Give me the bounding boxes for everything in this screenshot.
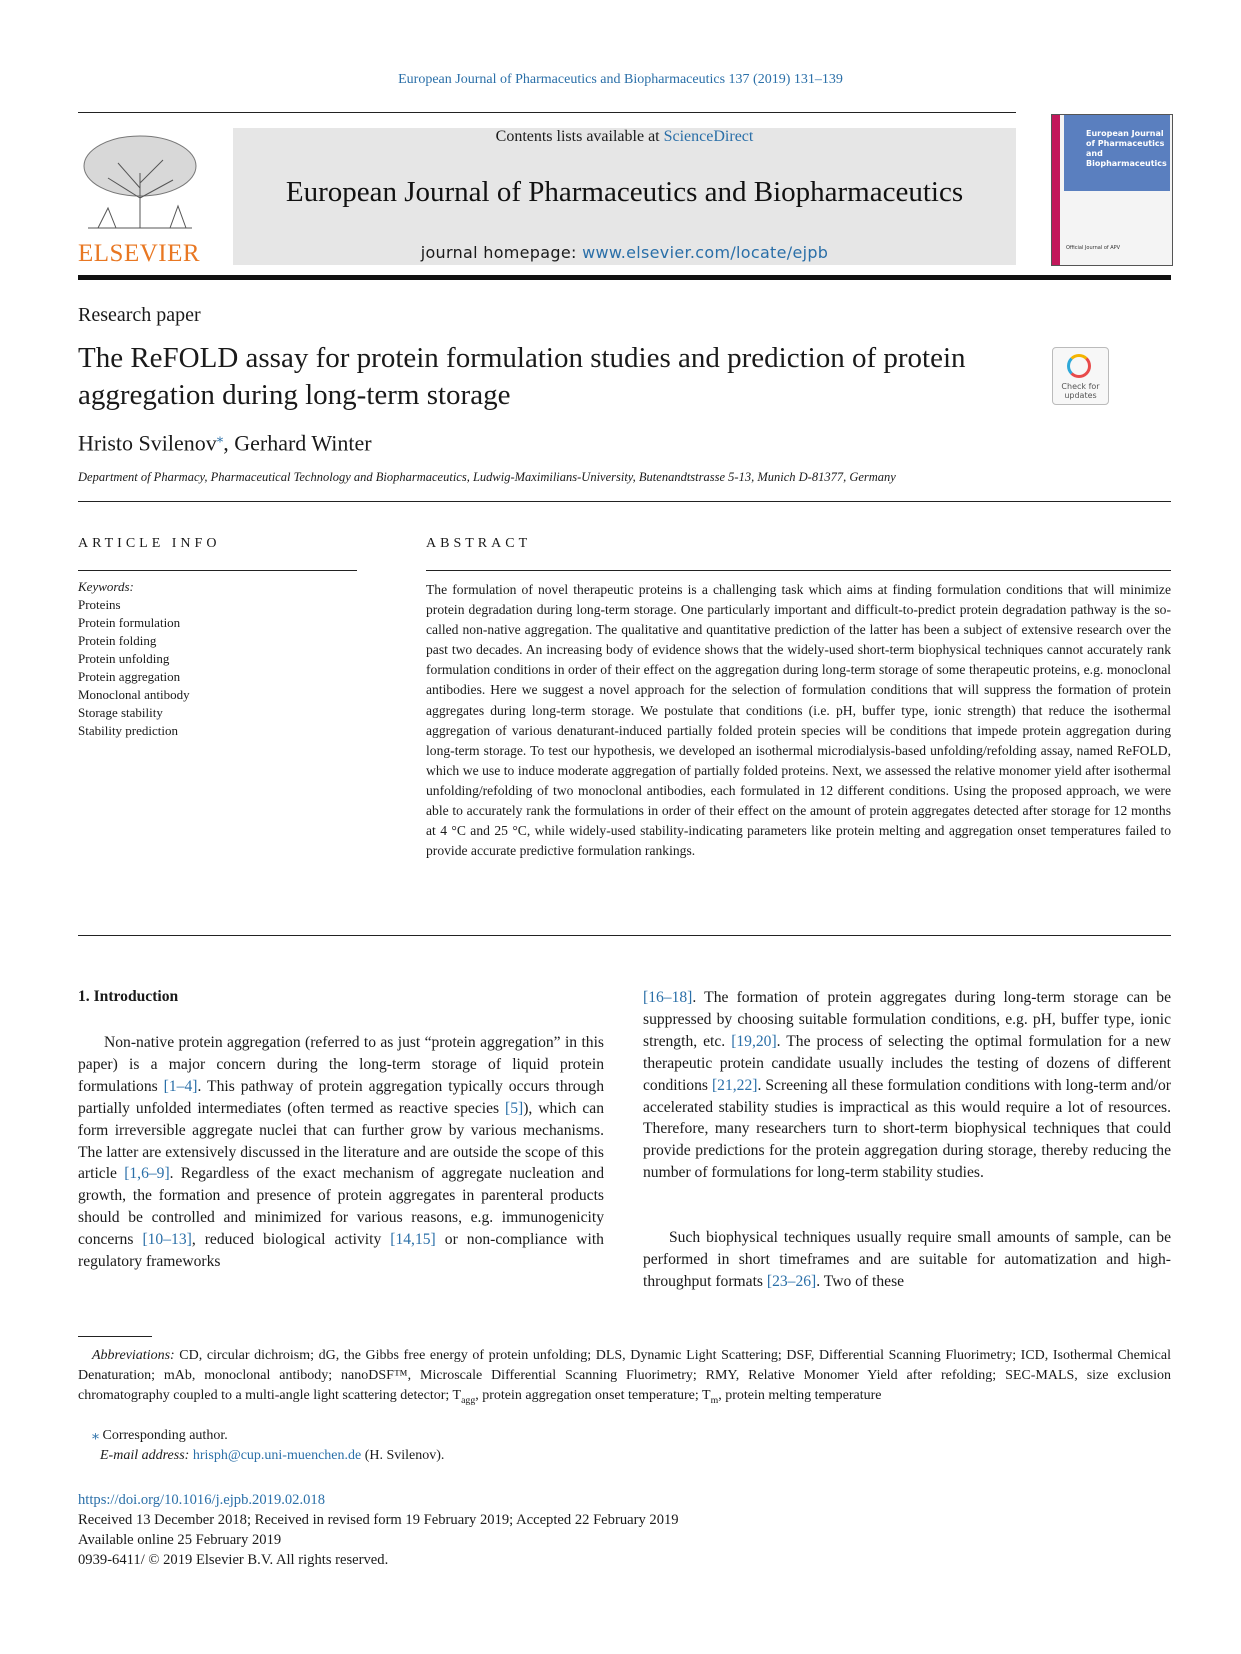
intro-paragraph: Non-native protein aggregation (referred to as just “protein aggregation” in this paper) is a major concern during the long-term storage of liquid protein formulations [1–4]. This pathway of protein aggregation typically occurs through partially unfolded intermediates (often termed as reactive species [5]), which can form irreversible aggregate nuclei that can further grow by various mechanisms. The latter are extensively discussed in the literature and are outside the scope of this article [1,6–9]. Regardless of the exact mechanism of aggregate nucleation and growth, the formation and presence of protein aggregates in parenteral products should be controlled and minimized for various reasons, e.g. immunogenicity concerns [10–13], reduced biological activity [14,15] or non-compliance with regulatory frameworks [78, 1034, 604, 1271]
elsevier-wordmark: ELSEVIER [78, 240, 201, 267]
reference-link[interactable]: [21,22] [711, 1076, 758, 1094]
author-list: Hristo Svilenov⁎, Gerhard Winter [78, 430, 372, 456]
journal-homepage-link[interactable]: www.elsevier.com/locate/ejpb [582, 243, 829, 262]
reference-link[interactable]: [10–13] [142, 1231, 192, 1249]
abbreviations-footnote: Abbreviations: CD, circular dichroism; dG, the Gibbs free energy of protein unfolding; DLS, Dynamic Light Scattering; DSF, Differential Scanning Fluorimetry; ICD, Isothermal Chemical Denaturation; mAb, monoclonal antibody; nanoDSF™, Microscale Differential Scanning Fluorimetry; RMY, Relative Monomer Yield after refolding; SEC-MALS, size exclusion chromatography coupled to a multi-angle light scattering detector; $T_{agg}$, protein aggregation onset temperature; $T_m$, protein melting temperature [78, 1348, 1171, 1406]
check-updates-label: Check for updates [1061, 382, 1100, 400]
journal-cover-thumbnail [1051, 114, 1173, 266]
reference-link[interactable]: [23–26] [766, 1272, 817, 1290]
article-info-heading: ARTICLE INFO [78, 536, 221, 551]
article-type: Research paper [78, 304, 201, 326]
reference-link[interactable]: [16–18] [643, 989, 693, 1006]
keyword: Protein aggregation [78, 669, 181, 684]
keyword: Stability prediction [78, 723, 179, 738]
keyword: Protein folding [78, 633, 157, 648]
header-top-rule [78, 112, 1016, 113]
paper-title: The ReFOLD assay for protein formulation studies and prediction of protein aggregation during long-term storage [78, 342, 966, 411]
contents-line: Contents lists available at ScienceDirect [495, 128, 754, 145]
journal-homepage-line: journal homepage: www.elsevier.com/locate/ejpb [420, 243, 829, 262]
section-heading: 1. Introduction [78, 988, 179, 1005]
reference-link[interactable]: [1–4] [163, 1077, 198, 1095]
reference-link[interactable]: [19,20] [731, 1032, 777, 1050]
keywords-block [78, 578, 357, 740]
check-for-updates-badge[interactable] [1052, 347, 1109, 405]
journal-citation-link[interactable]: European Journal of Pharmaceutics and Biopharmaceutics 137 (2019) 131–139 [398, 72, 843, 87]
email-link[interactable]: hrisph@cup.uni-muenchen.de [192, 1448, 362, 1463]
reference-link[interactable]: [14,15] [390, 1231, 436, 1249]
online-date: Available online 25 February 2019 [78, 1532, 282, 1548]
abstract-text: The formulation of novel therapeutic proteins is a challenging task which aims at finding formulation conditions that will minimize protein degradation during long-term storage. One particularly important and difficult-to-predict protein degradation pathway is the so-called non-native aggregation. The qualitative and quantitative prediction of the latter has been a subject of extensive research over the past two decades. An increasing body of evidence shows that the widely-used short-term biophysical techniques cannot accurately rank formulation conditions in order of their effect on the aggregation during long-term storage of some therapeutic proteins, e.g. monoclonal antibodies. Here we suggest a novel approach for the selection of formulation conditions that will suppress the formation of protein aggregates during long-term storage. We postulate that conditions (i.e. pH, buffer type, ionic strength) that reduce the isothermal aggregation of various denaturant-induced partially folded protein species will be conditions that impede protein aggregation during long-term storage. To test our hypothesis, we developed an isothermal microdialysis-based unfolding/refolding assay, named ReFOLD, which we use to induce moderate aggregation of partially folded proteins. Next, we assessed the relative monomer yield after isothermal unfolding/refolding of two monoclonal antibodies, each formulated in 12 different conditions. Using the proposed approach, we were able to accurately rank the formulations in order of their effect on the amount of protein aggregates detected after storage for 12 months at 4 °C and 25 °C, while widely-used stability-indicating parameters like protein melting and aggregation onset temperatures failed to provide accurate predictive formulation rankings. [426, 582, 1171, 859]
copyright: 0939-6411/ © 2019 Elsevier B.V. All rights reserved. [78, 1552, 389, 1568]
author-name: Gerhard Winter [234, 430, 372, 456]
email-footnote: E-mail address: hrisph@cup.uni-muenchen.de (H. Svilenov). [100, 1448, 445, 1463]
author-name: Hristo Svilenov [78, 430, 217, 456]
keyword: Protein formulation [78, 615, 181, 630]
article-info-rule [78, 570, 357, 571]
abstract-rule [426, 570, 1171, 571]
footnote-rule [78, 1336, 152, 1337]
sciencedirect-link[interactable]: ScienceDirect [663, 128, 754, 145]
title-bottom-rule [78, 501, 1171, 502]
reference-link[interactable]: [1,6–9] [124, 1165, 170, 1183]
received-dates: Received 13 December 2018; Received in revised form 19 February 2019; Accepted 22 February 2019 [78, 1512, 679, 1528]
intro-paragraph-continued: [16–18]. The formation of protein aggregates during long-term storage can be suppressed by choosing suitable formulation conditions, e.g. pH, buffer type, ionic strength, etc. [19,20]. The process of selecting the optimal formulation for a new therapeutic protein candidate usually includes the testing of dozens of different conditions [21,22]. Screening all these formulation conditions with long-term and/or accelerated stability studies is impractical as this would require a lot of resources. Therefore, many researchers turn to short-term biophysical techniques that could provide predictions for the protein aggregation during storage, thereby reducing the number of formulations for long-term stability studies. [643, 989, 1171, 1182]
cover-footer: Official Journal of APV [1066, 245, 1121, 251]
check-updates-icon [1067, 354, 1091, 378]
corresponding-author-mark[interactable]: ⁎ [216, 430, 224, 445]
abstract-bottom-rule [78, 935, 1171, 936]
affiliation: Department of Pharmacy, Pharmaceutical Technology and Biopharmaceutics, Ludwig-Maximilians-University, Butenandtstrasse 5-13, Munich D-81377, Germany [78, 470, 896, 484]
keywords-label: Keywords: [78, 579, 134, 594]
elsevier-tree-logo [78, 128, 202, 236]
cover-title: European Journal of Pharmaceutics and Biopharmaceutics [1086, 129, 1167, 168]
journal-title: European Journal of Pharmaceutics and Biopharmaceutics [285, 176, 964, 208]
intro-paragraph: Such biophysical techniques usually require small amounts of sample, can be performed in short timeframes and are suitable for automatization and high-throughput formats [23–26]. Two of these [643, 1229, 1171, 1290]
doi-link[interactable]: https://doi.org/10.1016/j.ejpb.2019.02.018 [78, 1492, 326, 1508]
keyword: Monoclonal antibody [78, 687, 190, 702]
keyword: Protein unfolding [78, 651, 170, 666]
keyword: Proteins [78, 597, 121, 612]
header-thick-rule [78, 275, 1171, 280]
corresponding-author-footnote: ⁎ Corresponding author. [92, 1428, 228, 1443]
keyword: Storage stability [78, 705, 163, 720]
abstract-heading: ABSTRACT [426, 536, 532, 551]
reference-link[interactable]: [5] [505, 1099, 524, 1117]
footnote-mark: ⁎ [92, 1428, 99, 1443]
